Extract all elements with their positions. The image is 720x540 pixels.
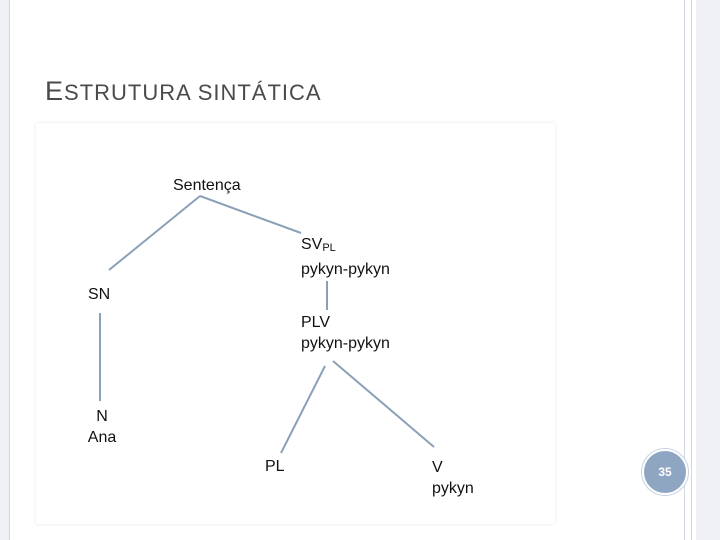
slide-right-rule-2 [691,0,692,540]
slide-title [45,76,322,107]
node-plv-label: PLV [301,314,331,331]
node-svpl [301,234,390,280]
node-n [82,406,122,448]
node-pl-label: PL [265,458,285,475]
node-svpl-label: SV [301,236,323,253]
tree-edges [36,123,555,524]
node-svpl-category [301,234,390,259]
slide-right-border [696,0,720,540]
edge-sentenca-svpl [200,196,301,233]
syntax-tree-diagram [36,123,555,524]
node-plv-word: pykyn-pykyn [301,335,390,352]
node-plv [301,312,390,354]
node-sn [88,284,110,305]
slide-left-border [0,0,10,540]
node-n-word: Ana [87,429,117,446]
node-pl [265,456,285,477]
node-n-label: N [96,408,108,425]
node-sentenca [173,175,241,196]
edge-plv-pl [281,366,325,453]
node-v-word: pykyn [432,480,474,497]
edge-plv-v [333,361,434,447]
node-v-label: V [432,459,443,476]
node-v [432,457,474,499]
node-sn-label: SN [88,286,111,303]
slide-number-badge: 35 [642,449,688,495]
slide-title-rest: STRUTURA SINTÁTICA [64,80,322,105]
node-svpl-subscript: PL [322,242,336,254]
node-sentenca-label: Sentença [173,177,241,194]
node-svpl-word: pykyn-pykyn [301,261,390,278]
edge-sentenca-sn [109,196,200,270]
slide-title-first-letter: E [45,76,65,106]
